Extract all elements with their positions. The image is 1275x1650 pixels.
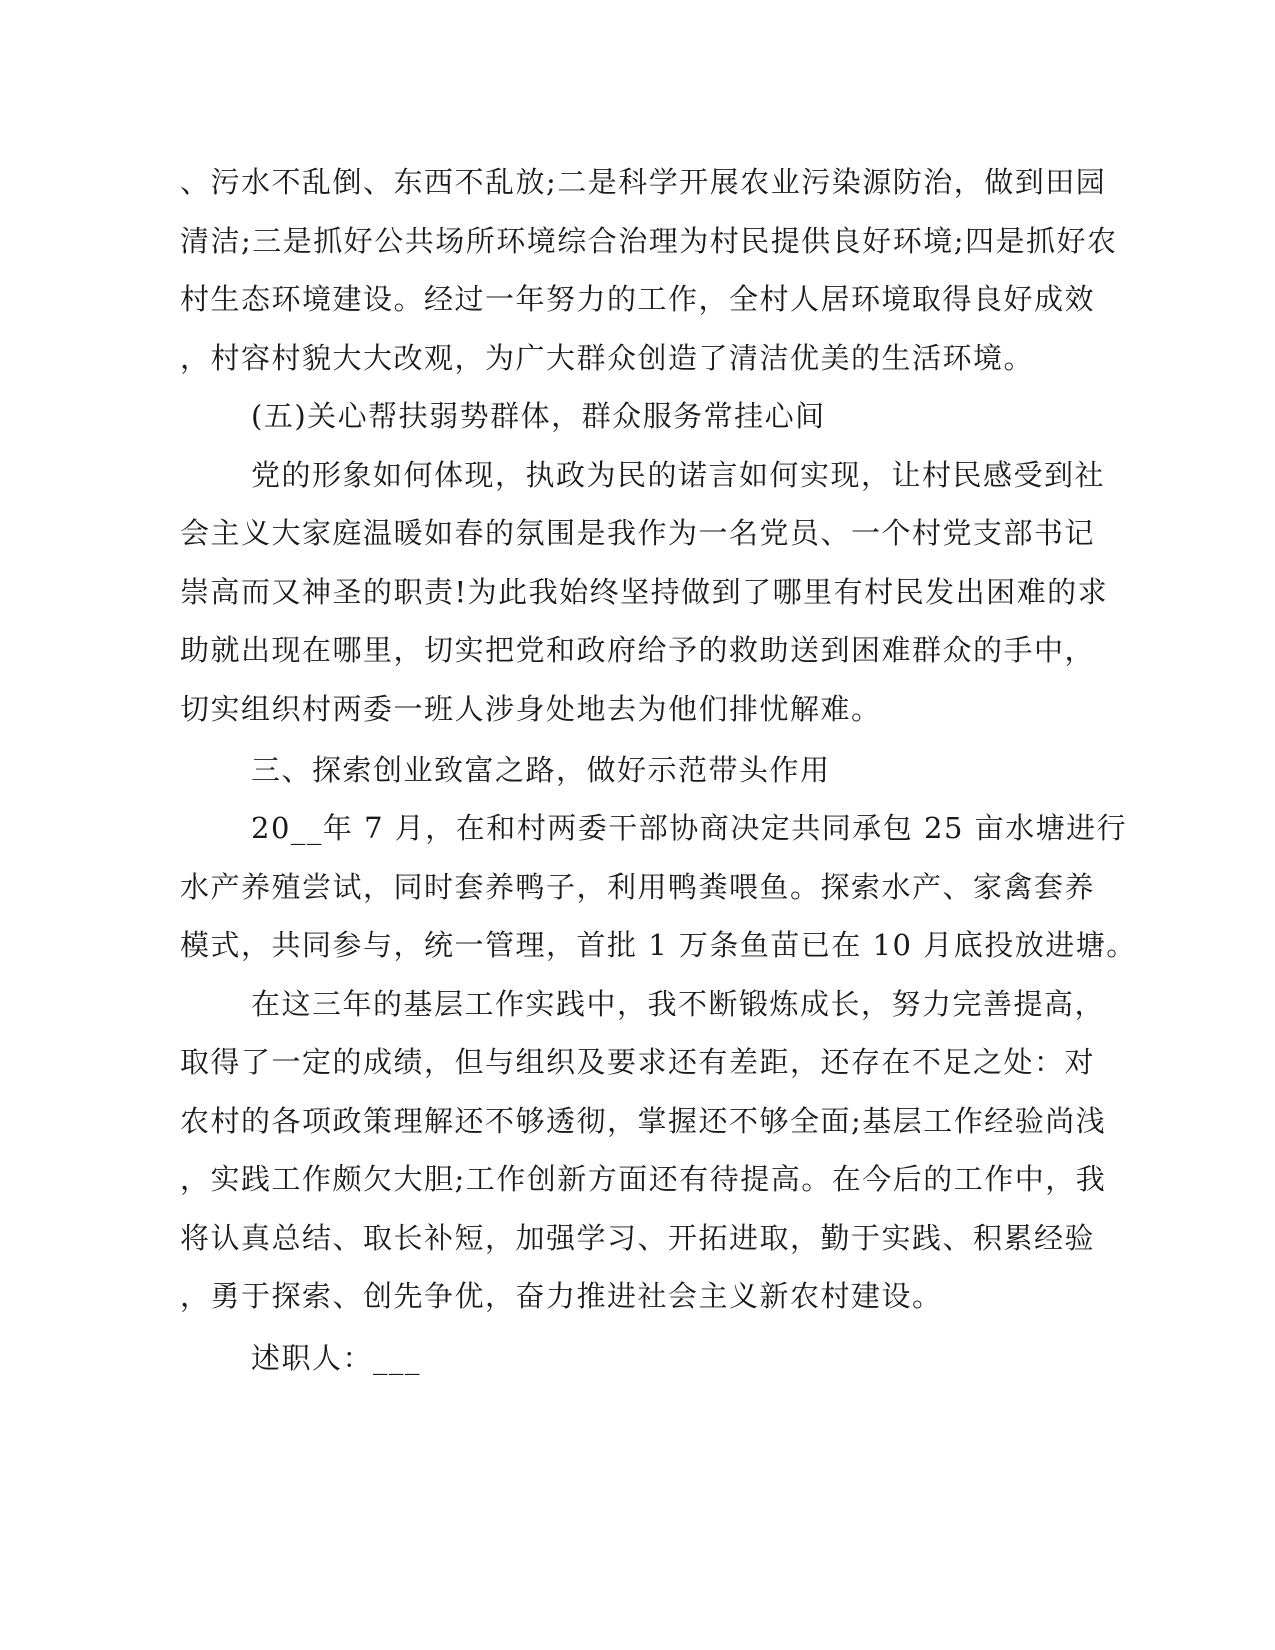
body-text-line: 助就出现在哪里，切实把党和政府给予的救助送到困难群众的手中， [180,633,1096,667]
body-text-line: 模式，共同参与，统一管理，首批 1 万条鱼苗已在 10 月底投放进塘。 [180,928,1137,962]
body-text-line: 会主义大家庭温暖如春的氛围是我作为一名党员、一个村党支部书记 [180,516,1096,550]
section-heading: 三、探索创业致富之路，做好示范带头作用 [251,753,831,787]
body-text-line: 、污水不乱倒、东西不乱放;二是科学开展农业污染源防治，做到田园 [180,165,1107,199]
body-text-line: ，勇于探索、创先争优，奋力推进社会主义新农村建设。 [180,1279,943,1313]
body-text-line: ，村容村貌大大改观，为广大群众创造了清洁优美的生活环境。 [180,341,1035,375]
section-heading: (五)关心帮扶弱势群体，群众服务常挂心间 [251,399,826,433]
body-text-line: 20__年 7 月，在和村两委干部协商决定共同承包 25 亩水塘进行 [251,811,1128,845]
body-text-line: 在这三年的基层工作实践中，我不断锻炼成长，努力完善提高， [251,987,1106,1021]
body-text-line: 清洁;三是抓好公共场所环境综合治理为村民提供良好环境;四是抓好农 [180,224,1118,258]
body-text-line: 崇高而又神圣的职责!为此我始终坚持做到了哪里有村民发出困难的求 [180,575,1109,609]
body-text-line: 取得了一定的成绩，但与组织及要求还有差距，还存在不足之处：对 [180,1045,1096,1079]
body-text-line: 村生态环境建设。经过一年努力的工作，全村人居环境取得良好成效 [180,282,1096,316]
body-text-line: 切实组织村两委一班人涉身处地去为他们排忧解难。 [180,692,882,726]
signature-line: 述职人：___ [251,1341,422,1375]
body-text-line: 农村的各项政策理解还不够透彻，掌握还不够全面;基层工作经验尚浅 [180,1104,1107,1138]
body-text-line: 水产养殖尝试，同时套养鸭子，利用鸭粪喂鱼。探索水产、家禽套养 [180,870,1096,904]
body-text-line: ，实践工作颇欠大胆;工作创新方面还有待提高。在今后的工作中，我 [180,1162,1107,1196]
body-text-line: 党的形象如何体现，执政为民的诺言如何实现，让村民感受到社 [251,458,1106,492]
body-text-line: 将认真总结、取长补短，加强学习、开拓进取，勤于实践、积累经验 [180,1221,1096,1255]
